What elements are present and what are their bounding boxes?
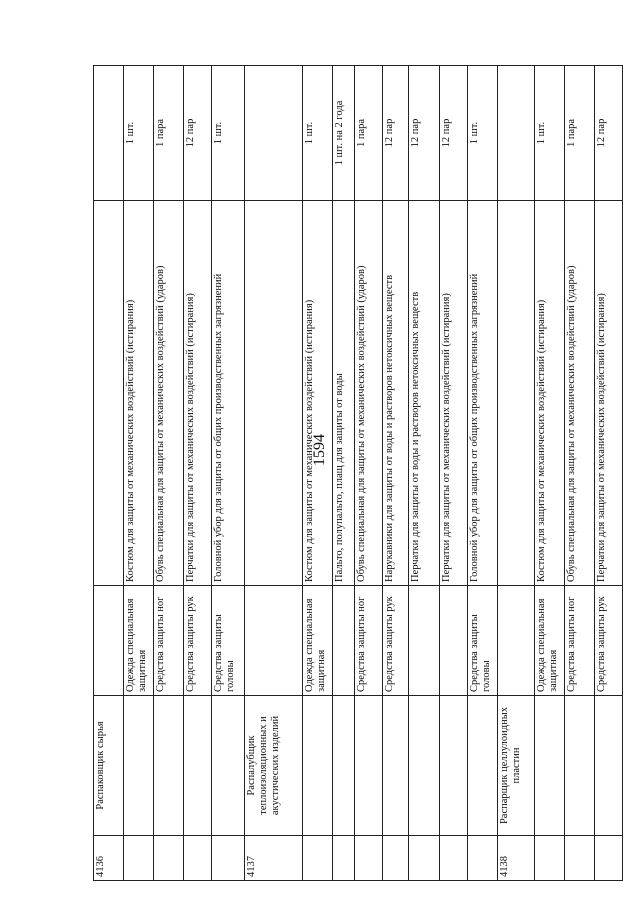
ppe-quantity-cell: 1 пара <box>355 66 383 201</box>
ppe-row <box>303 66 333 881</box>
page-number: 1594 <box>311 434 328 466</box>
ppe-quantity-cell: 12 пар <box>440 66 468 201</box>
ppe-type-cell: Средства защиты головы <box>468 586 498 696</box>
ppe-quantity-cell: 12 пар <box>184 66 212 201</box>
ppe-type-cell: Средства защиты ног <box>565 586 595 696</box>
ppe-row <box>440 66 468 881</box>
ppe-quantity-cell: 12 пар <box>383 66 409 201</box>
ppe-row <box>212 66 245 881</box>
profession-name-cell <box>303 696 333 836</box>
ppe-item-cell: Костюм для защиты от механических воздействий (истирания) <box>535 201 565 586</box>
ppe-quantity-cell: 1 пара <box>565 66 595 201</box>
profession-name-cell: Распалубщик теплоизоляционных и акустических изделий <box>245 696 303 836</box>
ppe-quantity-cell: 1 шт. <box>468 66 498 201</box>
ppe-row <box>535 66 565 881</box>
profession-name-cell <box>154 696 184 836</box>
ppe-item-cell <box>94 201 124 586</box>
ppe-item-cell: Обувь специальная для защиты от механических воздействий (ударов) <box>355 201 383 586</box>
profession-name-cell <box>184 696 212 836</box>
ppe-item-cell: Пальто, полупальто, плащ для защиты от воды <box>333 201 355 586</box>
ppe-type-cell: Одежда специальная защитная <box>303 586 333 696</box>
profession-code-cell <box>124 836 154 881</box>
profession-code-cell <box>565 836 595 881</box>
profession-header-row <box>498 66 535 881</box>
profession-name-cell <box>468 696 498 836</box>
profession-name-cell <box>595 696 623 836</box>
ppe-row <box>383 66 409 881</box>
profession-name-cell <box>383 696 409 836</box>
profession-code-cell <box>154 836 184 881</box>
ppe-item-cell: Костюм для защиты от механических воздействий (истирания) <box>124 201 154 586</box>
profession-code-cell <box>184 836 212 881</box>
ppe-type-cell: Средства защиты ног <box>154 586 184 696</box>
ppe-row <box>468 66 498 881</box>
ppe-row <box>154 66 184 881</box>
ppe-row <box>333 66 355 881</box>
ppe-norms-table <box>93 65 623 881</box>
ppe-type-cell <box>333 586 355 696</box>
ppe-type-cell <box>498 586 535 696</box>
profession-code-cell <box>212 836 245 881</box>
ppe-item-cell: Перчатки для защиты от механических воздействий (истирания) <box>440 201 468 586</box>
ppe-quantity-cell <box>245 66 303 201</box>
profession-name-cell <box>355 696 383 836</box>
profession-code-cell <box>383 836 409 881</box>
profession-name-cell: Распарщик целлулоидных пластин <box>498 696 535 836</box>
ppe-item-cell <box>498 201 535 586</box>
profession-code-cell: 4136 <box>94 836 124 881</box>
ppe-item-cell: Перчатки для защиты от воды и растворов нетоксичных веществ <box>409 201 440 586</box>
ppe-row <box>565 66 595 881</box>
ppe-quantity-cell: 1 шт. на 2 года <box>333 66 355 201</box>
profession-code-cell <box>333 836 355 881</box>
ppe-quantity-cell <box>498 66 535 201</box>
ppe-item-cell: Перчатки для защиты от механических воздействий (истирания) <box>595 201 623 586</box>
profession-header-row <box>245 66 303 881</box>
profession-code-cell <box>440 836 468 881</box>
profession-name-cell <box>440 696 468 836</box>
ppe-type-cell: Средства защиты рук <box>595 586 623 696</box>
ppe-row <box>595 66 623 881</box>
ppe-type-cell <box>440 586 468 696</box>
ppe-type-cell <box>409 586 440 696</box>
ppe-quantity-cell: 12 пар <box>595 66 623 201</box>
ppe-type-cell: Средства защиты ног <box>355 586 383 696</box>
profession-name-cell <box>409 696 440 836</box>
profession-code-cell <box>595 836 623 881</box>
profession-name-cell: Распаковщик сырья <box>94 696 124 836</box>
ppe-type-cell: Одежда специальная защитная <box>124 586 154 696</box>
ppe-quantity-cell: 1 шт. <box>535 66 565 201</box>
profession-code-cell: 4138 <box>498 836 535 881</box>
ppe-item-cell: Нарукавники для защиты от воды и растворов нетоксичных веществ <box>383 201 409 586</box>
ppe-item-cell: Головной убор для защиты от общих производственных загрязнений <box>468 201 498 586</box>
ppe-quantity-cell: 1 шт. <box>212 66 245 201</box>
table-rotation-frame <box>93 66 607 881</box>
profession-code-cell <box>409 836 440 881</box>
ppe-item-cell: Обувь специальная для защиты от механических воздействий (ударов) <box>565 201 595 586</box>
ppe-quantity-cell <box>94 66 124 201</box>
profession-code-cell: 4137 <box>245 836 303 881</box>
ppe-type-cell: Средства защиты рук <box>184 586 212 696</box>
ppe-quantity-cell: 1 шт. <box>124 66 154 201</box>
ppe-quantity-cell: 1 пара <box>154 66 184 201</box>
profession-code-cell <box>303 836 333 881</box>
ppe-item-cell: Перчатки для защиты от механических воздействий (истирания) <box>184 201 212 586</box>
ppe-item-cell <box>245 201 303 586</box>
ppe-row <box>409 66 440 881</box>
profession-code-cell <box>468 836 498 881</box>
profession-name-cell <box>565 696 595 836</box>
ppe-quantity-cell: 1 шт. <box>303 66 333 201</box>
ppe-item-cell: Головной убор для защиты от общих производственных загрязнений <box>212 201 245 586</box>
ppe-row <box>355 66 383 881</box>
ppe-item-cell: Обувь специальная для защиты от механических воздействий (ударов) <box>154 201 184 586</box>
ppe-type-cell <box>245 586 303 696</box>
ppe-row <box>124 66 154 881</box>
ppe-item-cell: Костюм для защиты от механических воздействий (истирания) <box>303 201 333 586</box>
ppe-type-cell: Средства защиты головы <box>212 586 245 696</box>
profession-name-cell <box>333 696 355 836</box>
ppe-quantity-cell: 12 пар <box>409 66 440 201</box>
profession-code-cell <box>355 836 383 881</box>
ppe-type-cell: Одежда специальная защитная <box>535 586 565 696</box>
profession-name-cell <box>535 696 565 836</box>
ppe-type-cell <box>94 586 124 696</box>
profession-name-cell <box>212 696 245 836</box>
ppe-type-cell: Средства защиты рук <box>383 586 409 696</box>
ppe-row <box>184 66 212 881</box>
profession-code-cell <box>535 836 565 881</box>
profession-header-row <box>94 66 124 881</box>
profession-name-cell <box>124 696 154 836</box>
